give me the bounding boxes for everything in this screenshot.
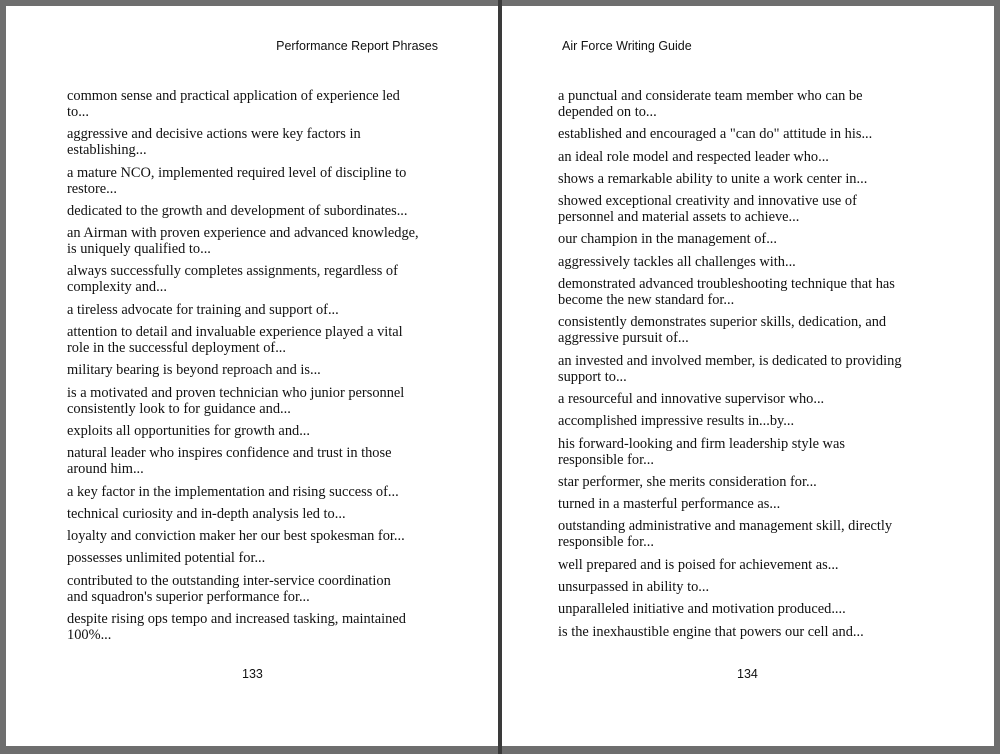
running-head: Performance Report Phrases [276,39,438,53]
phrase-item: a key factor in the implementation and rising success of... [67,483,399,500]
phrase-item: well prepared and is poised for achievement as... [558,556,839,573]
phrase-item: demonstrated advanced troubleshooting technique that has become the new standard for... [558,276,895,309]
right-page [502,6,994,746]
left-page [6,6,498,746]
phrase-item: always successfully completes assignments, regardless of complexity and... [67,263,398,296]
phrase-item: an ideal role model and respected leader who... [558,148,829,165]
phrase-item: common sense and practical application of experience led to... [67,88,400,120]
page-number: 133 [242,667,263,681]
phrase-list [67,88,439,649]
phrase-item: consistently demonstrates superior skills, dedication, and aggressive pursuit of... [558,314,887,347]
page-number: 134 [737,667,758,681]
phrase-item: aggressive and decisive actions were key factors in establishing... [67,126,361,159]
phrase-item: turned in a masterful performance as... [558,496,781,513]
phrase-item: an invested and involved member, is dedicated to providing support to... [558,352,902,385]
phrase-item: possesses unlimited potential for... [67,550,266,567]
phrase-item: loyalty and conviction maker her our best spokesman for... [67,528,405,545]
phrase-item: exploits all opportunities for growth and... [67,422,311,439]
phrase-item: star performer, she merits consideration for... [558,473,817,490]
phrase-item: accomplished impressive results in...by... [558,413,795,430]
phrase-item: showed exceptional creativity and innovative use of personnel and material assets to achieve... [558,193,857,226]
phrase-item: shows a remarkable ability to unite a work center in... [558,170,868,187]
phrase-item: contributed to the outstanding inter-service coordination and squadron's superior performance for... [67,572,391,605]
phrase-item: established and encouraged a "can do" attitude in his... [558,126,873,143]
phrase-item: aggressively tackles all challenges with... [558,253,796,270]
phrase-item: our champion in the management of... [558,231,777,248]
phrase-item: an Airman with proven experience and advanced knowledge, is uniquely qualified to... [67,225,419,258]
phrase-item: a resourceful and innovative supervisor who... [558,390,825,407]
phrase-item: is the inexhaustible engine that powers our cell and... [558,623,864,640]
phrase-item: despite rising ops tempo and increased tasking, maintained 100%... [67,611,406,644]
phrase-item: is a motivated and proven technician who junior personnel consistently look to for guidance and... [67,384,405,417]
phrase-item: a punctual and considerate team member who can be depended on to... [558,88,863,120]
phrase-item: outstanding administrative and management skill, directly responsible for... [558,518,893,551]
phrase-list [558,88,928,646]
phrase-item: technical curiosity and in-depth analysis led to... [67,505,346,522]
phrase-item: unsurpassed in ability to... [558,579,710,596]
running-head: Air Force Writing Guide [562,39,692,53]
phrase-item: a tireless advocate for training and support of... [67,301,339,318]
phrase-item: natural leader who inspires confidence and trust in those around him... [67,445,392,478]
phrase-item: a mature NCO, implemented required level of discipline to restore... [67,164,407,197]
phrase-item: unparalleled initiative and motivation produced.... [558,601,846,618]
phrase-item: military bearing is beyond reproach and is... [67,362,321,379]
phrase-item: attention to detail and invaluable experience played a vital role in the successful deployment of... [67,324,403,357]
phrase-item: dedicated to the growth and development of subordinates... [67,202,408,219]
phrase-item: his forward-looking and firm leadership style was responsible for... [558,435,845,468]
